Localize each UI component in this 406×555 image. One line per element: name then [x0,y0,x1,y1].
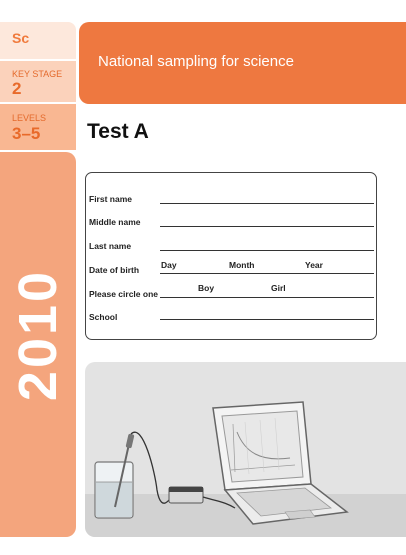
levels-box [0,104,76,150]
middle-name-label: Middle name [89,217,141,227]
beaker-icon [95,462,133,518]
pupil-details-form [85,172,377,340]
date-of-birth-field[interactable] [160,273,374,274]
subject-box [0,22,76,59]
experiment-illustration-svg [85,362,406,537]
banner-title: National sampling for science [98,53,294,70]
gender-line [160,297,374,298]
year-label: 2010 [8,268,68,402]
last-name-field[interactable] [160,250,374,251]
title-banner [79,22,406,104]
dob-month-label: Month [229,260,255,270]
school-field[interactable] [160,319,374,320]
dob-year-label: Year [305,260,323,270]
science-illustration [85,362,406,537]
levels-value: 3–5 [12,124,41,143]
middle-name-field[interactable] [160,226,374,227]
circle-one-label: Please circle one [89,289,158,299]
test-title: Test A [87,120,149,143]
dob-day-label: Day [161,260,177,270]
date-of-birth-label: Date of birth [89,265,140,275]
first-name-field[interactable] [160,203,374,204]
key-stage-label: KEY STAGE [12,69,63,79]
key-stage-value: 2 [12,79,22,98]
first-name-label: First name [89,194,132,204]
last-name-label: Last name [89,241,132,251]
key-stage-box [0,61,76,102]
boy-option[interactable]: Boy [198,283,215,293]
subject-label: Sc [12,30,30,46]
levels-label: LEVELS [12,113,47,123]
girl-option[interactable]: Girl [271,283,286,293]
school-label: School [89,312,118,322]
